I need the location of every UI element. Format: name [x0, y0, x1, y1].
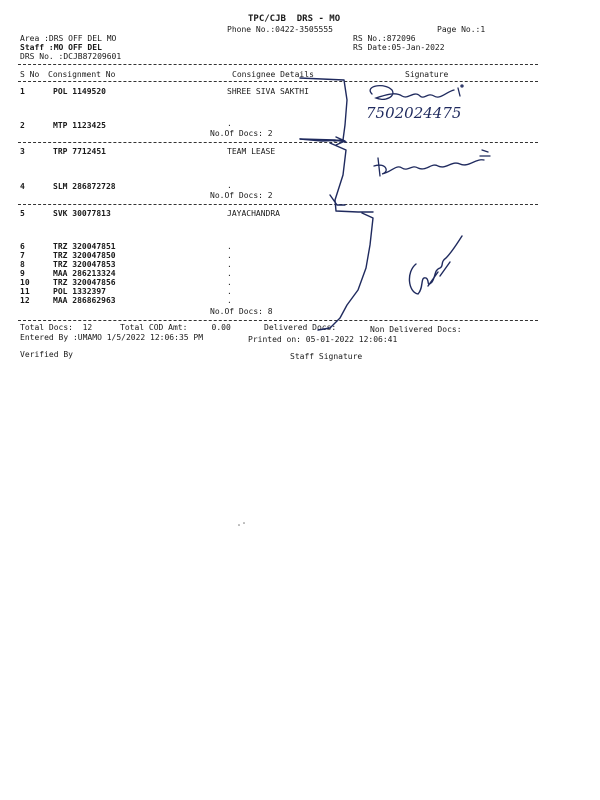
- col-header-signature: Signature: [405, 70, 449, 79]
- row-sno: 10: [20, 278, 30, 287]
- signature-3: [400, 232, 470, 304]
- row-consignee: .: [227, 119, 232, 128]
- row-consignee: .: [227, 269, 232, 278]
- row-consignee: .: [227, 287, 232, 296]
- row-sno: 6: [20, 242, 25, 251]
- row-sno: 2: [20, 121, 25, 130]
- total-docs: Total Docs: 12: [20, 323, 93, 332]
- staff-label: Staff :MO OFF DEL: [20, 43, 102, 52]
- row-consignment: MAA 286862963: [53, 296, 116, 305]
- row-consignee: .: [227, 296, 232, 305]
- group-doc-count: No.Of Docs: 8: [210, 307, 273, 316]
- row-consignee: .: [227, 251, 232, 260]
- printed-on: Printed on: 05-01-2022 12:06:41: [248, 335, 398, 344]
- col-header-sno: S No: [20, 70, 40, 79]
- row-consignment: POL 1332397: [53, 287, 106, 296]
- row-sno: 11: [20, 287, 30, 296]
- group-doc-count: No.Of Docs: 2: [210, 191, 273, 200]
- row-consignee: .: [227, 278, 232, 287]
- row-consignment: TRZ 320047853: [53, 260, 116, 269]
- row-consignee: .: [227, 242, 232, 251]
- entered-by: Entered By :UMAMO 1/5/2022 12:06:35 PM: [20, 333, 204, 342]
- row-sno: 3: [20, 147, 25, 156]
- drs-number: DRS No. :DCJB87209601: [20, 52, 122, 61]
- row-consignee: .: [227, 181, 232, 190]
- row-consignment: TRZ 320047851: [53, 242, 116, 251]
- rs-date: RS Date:05-Jan-2022: [353, 43, 445, 52]
- scan-speck: [236, 520, 250, 530]
- row-sno: 4: [20, 182, 25, 191]
- page-number: Page No.:1: [437, 25, 486, 34]
- verified-by-label: Verified By: [20, 350, 73, 359]
- phone-number: Phone No.:0422-3505555: [227, 25, 333, 34]
- row-sno: 12: [20, 296, 30, 305]
- row-sno: 5: [20, 209, 25, 218]
- row-consignee: TEAM LEASE: [227, 147, 276, 156]
- row-consignment: SVK 30077813: [53, 209, 111, 218]
- signature-2: [372, 146, 502, 186]
- row-consignment: SLM 286872728: [53, 182, 116, 191]
- document-title: TPC/CJB DRS - MO: [248, 14, 341, 24]
- col-header-consignment: Consignment No: [48, 70, 116, 79]
- row-consignment: TRZ 320047856: [53, 278, 116, 287]
- row-consignment: TRZ 320047850: [53, 251, 116, 260]
- row-sno: 7: [20, 251, 25, 260]
- total-cod-amount: Total COD Amt: 0.00: [120, 323, 231, 332]
- col-header-consignee: Consignee Details: [232, 70, 314, 79]
- rs-number: RS No.:872096: [353, 34, 416, 43]
- row-consignment: MAA 286213324: [53, 269, 116, 278]
- area-label: Area :DRS OFF DEL MO: [20, 34, 117, 43]
- row-sno: 9: [20, 269, 25, 278]
- staff-signature-label: Staff Signature: [290, 352, 363, 361]
- row-consignment: MTP 1123425: [53, 121, 106, 130]
- row-consignment: POL 1149520: [53, 87, 106, 96]
- row-consignee: SHREE SIVA SAKTHI: [227, 87, 309, 96]
- row-sno: 8: [20, 260, 25, 269]
- non-delivered-docs: Non Delivered Docs:: [370, 325, 462, 334]
- row-consignee: JAYACHANDRA: [227, 209, 280, 218]
- row-sno: 1: [20, 87, 25, 96]
- row-consignee: .: [227, 260, 232, 269]
- handwritten-phone: 7502024475: [366, 104, 462, 122]
- row-consignment: TRP 7712451: [53, 147, 106, 156]
- group-doc-count: No.Of Docs: 2: [210, 129, 273, 138]
- delivered-docs: Delivered Docs:: [264, 323, 337, 332]
